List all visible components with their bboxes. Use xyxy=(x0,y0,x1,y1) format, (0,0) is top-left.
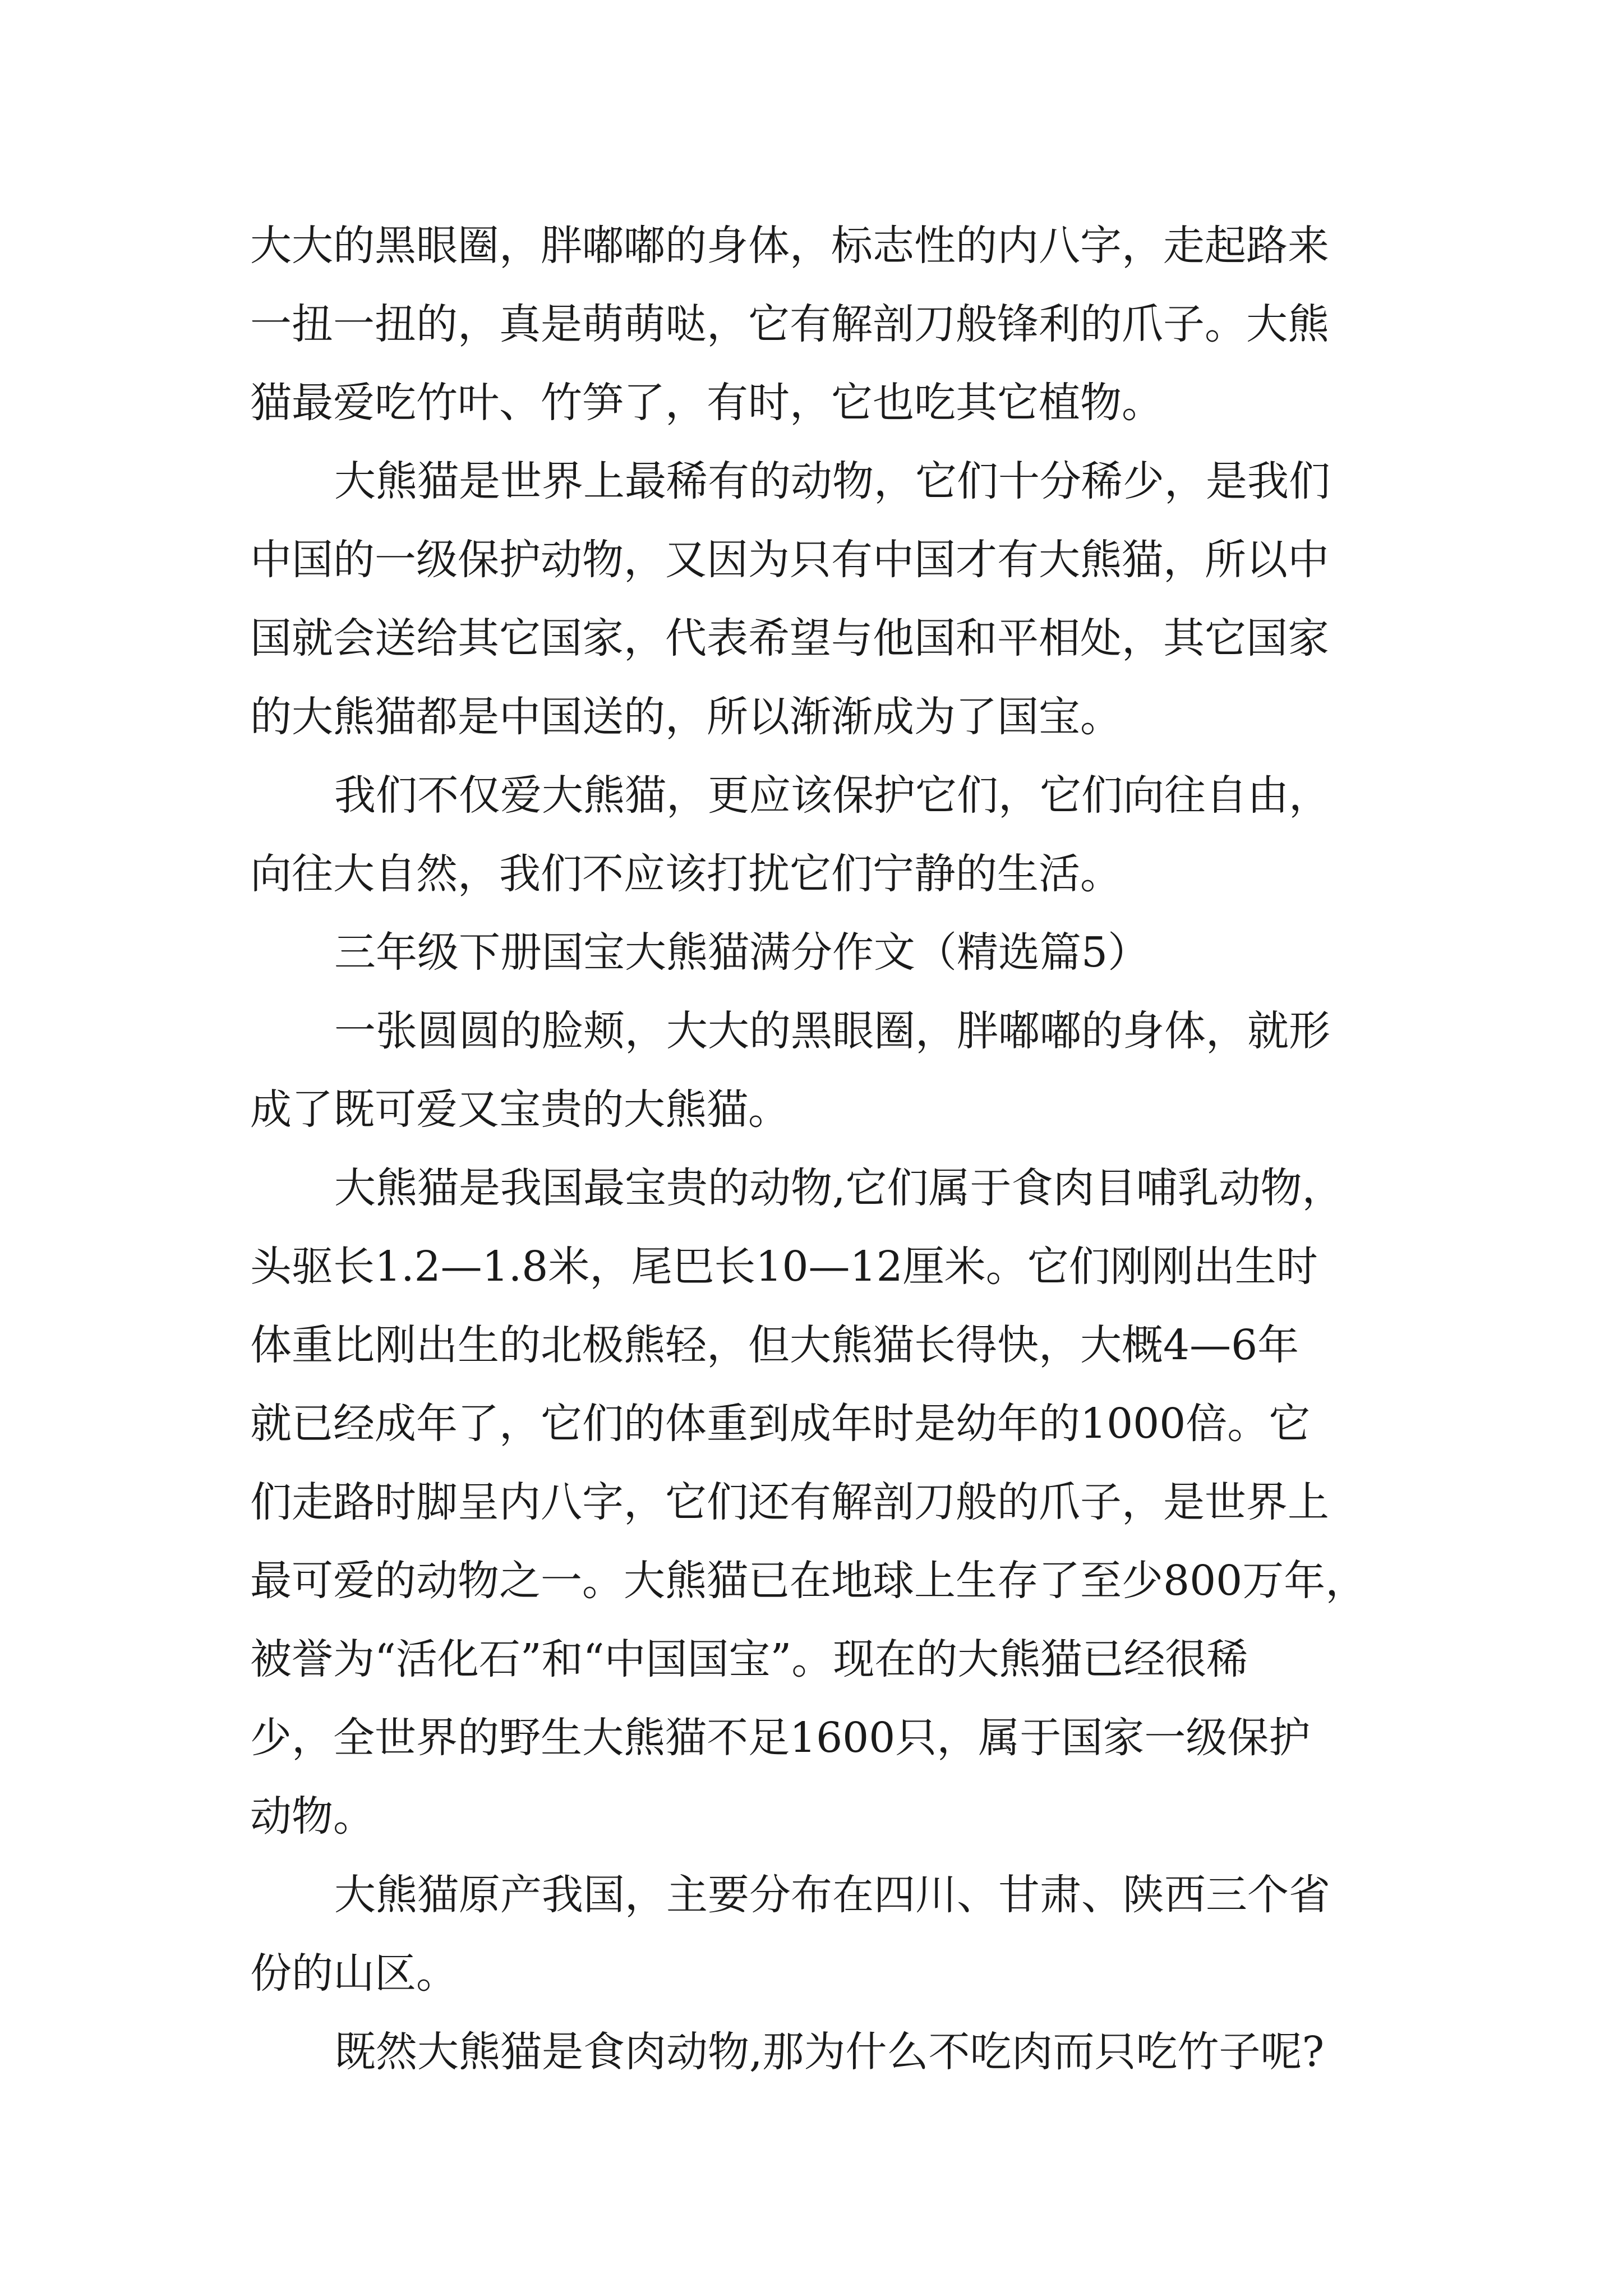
text-line-14: 头驱长1.2—1.8米，尾巴长10—12厘米。它们刚刚出生时 xyxy=(250,1243,1318,1291)
text-line-20: 少，全世界的野生大熊猫不足1600只，属于国家一级保护 xyxy=(250,1714,1311,1762)
text-line-22: 大熊猫原产我国，主要分布在四川、甘肃、陕西三个省 xyxy=(334,1871,1330,1919)
text-line-19: 被誉为“活化石”和“中国国宝”。现在的大熊猫已经很稀 xyxy=(250,1635,1248,1683)
text-line-5: 中国的一级保护动物，又因为只有中国才有大熊猫，所以中 xyxy=(250,536,1329,584)
section-heading: 三年级下册国宝大熊猫满分作文（精选篇5） xyxy=(334,928,1150,977)
text-line-24: 既然大熊猫是食肉动物,那为什么不吃肉而只吃竹子呢? xyxy=(334,2028,1325,2076)
text-line-21: 动物。 xyxy=(250,1792,375,1841)
text-line-17: 们走路时脚呈内八字，它们还有解剖刀般的爪子，是世界上 xyxy=(250,1478,1329,1526)
text-line-15: 体重比刚出生的北极熊轻，但大熊猫长得快，大概4—6年 xyxy=(250,1321,1299,1369)
text-line-6: 国就会送给其它国家，代表希望与他国和平相处，其它国家 xyxy=(250,614,1329,662)
text-line-12: 成了既可爱又宝贵的大熊猫。 xyxy=(250,1085,790,1134)
text-line-7: 的大熊猫都是中国送的，所以渐渐成为了国宝。 xyxy=(250,693,1122,741)
text-line-4: 大熊猫是世界上最稀有的动物，它们十分稀少，是我们 xyxy=(334,457,1330,505)
text-line-18: 最可爱的动物之一。大熊猫已在地球上生存了至少800万年， xyxy=(250,1557,1367,1605)
text-line-23: 份的山区。 xyxy=(250,1949,458,1998)
text-line-8: 我们不仅爱大熊猫，更应该保护它们，它们向往自由， xyxy=(334,771,1330,820)
text-line-9: 向往大自然，我们不应该打扰它们宁静的生活。 xyxy=(250,850,1122,898)
text-line-13: 大熊猫是我国最宝贵的动物,它们属于食肉目哺乳动物， xyxy=(334,1164,1344,1212)
text-line-3: 猫最爱吃竹叶、竹笋了，有时，它也吃其它植物。 xyxy=(250,379,1163,427)
text-line-2: 一扭一扭的，真是萌萌哒，它有解剖刀般锋利的爪子。大熊 xyxy=(250,300,1329,348)
text-line-1: 大大的黑眼圈，胖嘟嘟的身体，标志性的内八字，走起路来 xyxy=(250,222,1329,270)
text-line-11: 一张圆圆的脸颊，大大的黑眼圈，胖嘟嘟的身体，就形 xyxy=(334,1007,1330,1055)
text-line-16: 就已经成年了，它们的体重到成年时是幼年的1000倍。它 xyxy=(250,1400,1311,1448)
